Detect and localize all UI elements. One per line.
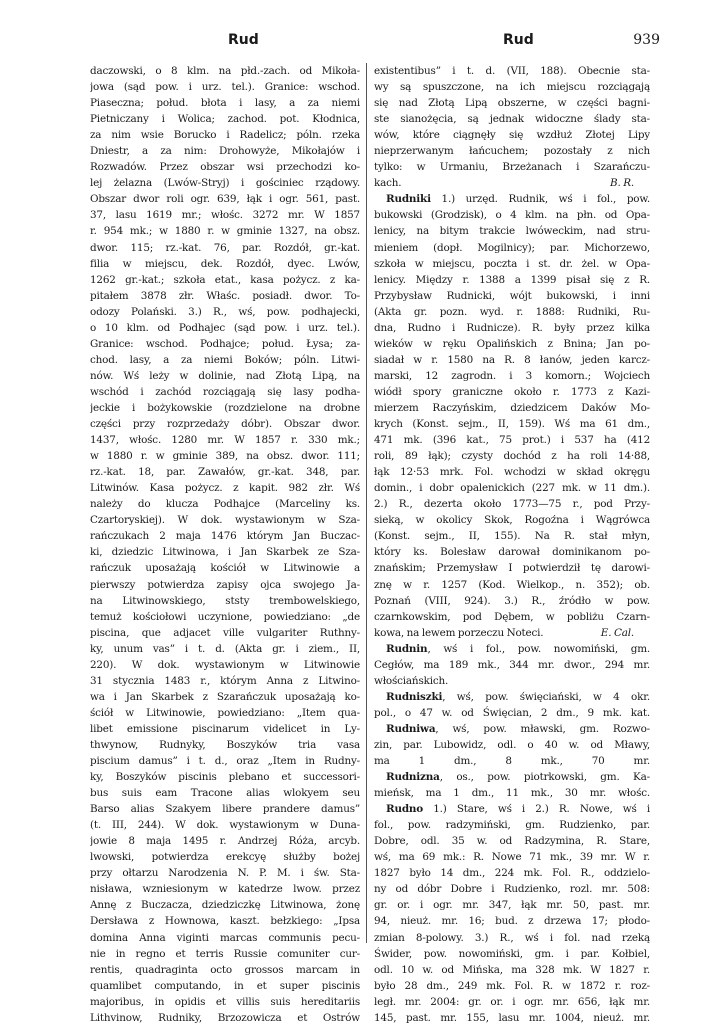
text-line (374, 272, 650, 288)
line-text: się nad Złotą Lipą obszerne, w części bagni- (374, 97, 650, 110)
text-line (374, 111, 650, 127)
line-text: krych (Konst. sejm., II, 159). Wś ma 61 dm., (374, 418, 650, 431)
text-line: rańczukach 2 maja 1476 którym Jan Buczac- (90, 530, 360, 543)
text-line (374, 384, 650, 400)
text-line (374, 673, 650, 689)
text-line (374, 95, 650, 111)
text-line (374, 288, 650, 304)
text-line (374, 962, 650, 978)
text-line (374, 946, 650, 962)
line-text: zin, par. Lubowidz, odl. o 40 w. od Mławy, (374, 738, 650, 751)
text-line (374, 368, 650, 384)
text-line (374, 897, 650, 913)
text-line: nisława, wzniesionym w katedrze lwow. przez (90, 883, 360, 896)
text-line: na Litwinowskiego, ststy trembowelskiego, (90, 594, 360, 607)
line-text: szkoła w miejscu, poczta i st. dr. żel. w Opa- (374, 257, 650, 270)
text-line: Dersława z Hownowa, kaszt. bełzkiego: „Ipsa (90, 915, 360, 928)
text-line (374, 577, 650, 593)
text-line: Rozwadów. Przez obszar wsi przechodzi ko- (90, 161, 360, 174)
line-text: siadał w r. 1580 na R. 8 łanów, jeden karcz- (374, 353, 650, 366)
text-line (374, 512, 650, 528)
text-line: 37, lasu 1619 mr.; włośc. 3272 mr. W 1857 (90, 209, 360, 222)
line-text: 145, past. mr. 155, lasu mr. 1004, nieuż. mr. (374, 1011, 650, 1024)
line-text: lenicy. Między r. 1388 a 1399 pisał się z R. (374, 273, 650, 286)
text-line (374, 994, 650, 1010)
text-line: piscium damus” i t. d., oraz „Item in Rudny- (90, 755, 360, 768)
line-text: 1.) Stare, wś i 2.) R. Nowe, wś i (423, 803, 650, 816)
line-text: włościańskich. (374, 674, 449, 687)
line-text: wy są spuszczone, na ich miejscu rozciągają (374, 81, 650, 94)
text-line: Litwinów. Kasa pożycz. z kapit. 982 złr. Wś (90, 482, 360, 495)
text-line (374, 352, 650, 368)
text-line (374, 913, 650, 929)
line-text: 2.) R., dezerta około 1773—75 r., pod Przy- (374, 498, 650, 511)
text-line (374, 978, 650, 994)
page-header (92, 28, 660, 50)
headword: Rudno (386, 803, 424, 816)
line-text: ny od dóbr Dobre i Rudzienko, rozl. mr. 508: (374, 883, 650, 896)
line-text: domin., i dobr opalenickich (227 mk. w 11 dm.). (374, 482, 650, 495)
text-line (374, 223, 650, 239)
author-signature: E. Cal. (600, 626, 634, 639)
text-line (374, 865, 650, 881)
entry-headline (374, 721, 650, 737)
author-signature: B. R. (610, 177, 634, 190)
text-line: temuż kościołowi uczynione, powiedziano: „de (90, 610, 360, 623)
text-line: 1437, włośc. 1280 mr. W 1857 r. 330 mk.; (90, 434, 360, 447)
line-text: legł. mr. 2004: gr. or. i ogr. mr. 656, łąk mr. (374, 995, 650, 1008)
text-line: w 1880 r. w gminie 389, na obsz. dwor. 111; (90, 450, 360, 463)
text-line: r. 954 mk.; w 1880 r. w gminie 1327, na obsz. (90, 225, 360, 238)
text-line: bus suis eam Tracone alias wlokyem seu (90, 787, 360, 800)
text-line (374, 1010, 650, 1026)
text-line: 31 stycznia 1483 r., którym Anna z Litwino- (90, 674, 360, 687)
line-text: pol., o 47 w. od Święcian, 2 dm., 9 mk. kat. (374, 706, 650, 719)
text-line: ky, Boszyków piscinis plebano et successori- (90, 771, 360, 784)
line-text: (Konst. sejm., II, 155). Na R. stał młyn, (374, 530, 650, 543)
text-line: wa i Jan Skarbek z Szarańczuk uposażają ko- (90, 690, 360, 703)
text-line: jowa (sąd pow. i urz. tel.). Granice: wschod. (90, 81, 360, 94)
line-text: nieprzerwanym łańcuchem; pozostały z nich (374, 145, 650, 158)
page-number: 939 (633, 32, 660, 48)
line-text: ma 1 dm., 8 mk., 70 mr. (374, 755, 650, 768)
line-text: wów, które ciągnęły się wzdłuż Złotej Lipy (374, 129, 650, 142)
text-line: majoribus, in opidis et villis suis hereditariis (90, 995, 360, 1008)
text-line: wschód i zachód rozciągają się lasy podha- (90, 385, 360, 398)
text-line: dwor. 115; rz.-kat. 76, par. Rozdół, gr.-kat. (90, 241, 360, 254)
entry-headline (374, 689, 650, 705)
text-line (374, 930, 650, 946)
headword: Rudnizna (386, 771, 440, 784)
text-line (374, 625, 650, 641)
text-line: pitałem 3878 złr. Właśc. posiadł. dwor. To- (90, 289, 360, 302)
text-line: (t. III, 244). W dok. wystawionym w Duna- (90, 819, 360, 832)
text-line: jeckie i bożykowskie (rozdzielone na drobne (90, 401, 360, 414)
text-line: ki, dziedzic Litwinowa, i Jan Skarbek ze Sza- (90, 546, 360, 559)
text-line: lwowski, potwierdza erekcyę służby bożej (90, 851, 360, 864)
headword: Rudniszki (386, 690, 443, 703)
text-line (374, 496, 650, 512)
line-text: , wś i fol., pow. nowomiński, gm. (427, 642, 650, 655)
text-line (374, 336, 650, 352)
text-line: 220). W dok. wystawionym w Litwinowie (90, 658, 360, 671)
text-line: za nim wsie Borucko i Radelicz; póln. rzeka (90, 129, 360, 142)
line-text: existentibus” i t. d. (VII, 188). Obecnie sta- (374, 65, 650, 77)
text-line: należy do klucza Podhajce (Marceliny ks. (90, 498, 360, 511)
text-line: Lithvinow, Rudniky, Brzozowicza et Ostrów (90, 1011, 360, 1024)
line-text: dna, Rudno i Rudnicze). R. były przez kilka (374, 321, 650, 334)
text-line: ky, unum vas” i t. d. (Akta gr. i ziem., II, (90, 642, 360, 655)
line-text: , os., pow. piotrkowski, gm. Ka- (439, 771, 650, 784)
text-line (374, 79, 650, 95)
line-text: tylko: w Urmaniu, Brzeżanach i Szarańczu- (374, 161, 650, 174)
text-line: Granice: wschod. Podhajce; połud. Łysa; za- (90, 337, 360, 350)
text-line: o 10 klm. od Podhajec (sąd pow. i urz. tel.). (90, 321, 360, 334)
text-line: daczowski, o 8 klm. na płd.-zach. od Mikoła- (90, 65, 360, 77)
text-line (374, 63, 650, 79)
text-line (374, 464, 650, 480)
line-text: 1827 było 14 dm., 224 mk. Fol. R., oddzielo- (374, 867, 650, 880)
text-line (374, 544, 650, 560)
headword: Rudniwa (386, 722, 436, 735)
text-line: odozy Polański. 3.) R., wś, pow. podhajecki, (90, 305, 360, 318)
left-column (90, 63, 360, 1026)
text-line: rańczuk uposażają kościół w Litwinowie a (90, 562, 360, 575)
line-text: Świder, pow. nowomiński, gm. i par. Kołbiel, (374, 947, 650, 960)
entry-headline (374, 641, 650, 657)
text-line (374, 753, 650, 769)
text-line (374, 528, 650, 544)
text-line (374, 432, 650, 448)
text-line: Piaseczna; połud. błota i lasy, a za niemi (90, 97, 360, 110)
text-line (374, 593, 650, 609)
right-column (374, 63, 650, 1026)
entry-headline (374, 801, 650, 817)
line-text: znę w r. 1257 (Kod. Wielkop., n. 352); ob. (374, 578, 650, 591)
line-text: zmian 8-polowy. 3.) R., wś i fol. nad rzeką (374, 931, 650, 944)
line-text: 1.) urzęd. Rudnik, wś i fol., pow. (430, 193, 650, 206)
text-line (374, 304, 650, 320)
line-text: gr. or. i ogr. mr. 347, łąk mr. 50, past. mr. (374, 899, 650, 912)
header-left-guideword: Rud (228, 32, 259, 48)
line-text: Przybysław Rudnicki, wójt bukowski, i inni (374, 289, 650, 302)
text-line (374, 240, 650, 256)
text-line (374, 159, 650, 175)
line-text: , wś, pow. święciański, w 4 okr. (442, 690, 650, 703)
line-text: 471 mk. (396 kat., 75 prot.) i 537 ha (412 (374, 434, 650, 447)
text-line: domina Anna viginti marcas communis pecu- (90, 931, 360, 944)
text-line: nie in regno et terris Russie comuniter cur- (90, 947, 360, 960)
text-line: części przy rozprzedaży dóbr). Obszar dwor. (90, 418, 360, 431)
text-line: przy ołtarzu Narodzenia N. P. M. i św. Sta- (90, 867, 360, 880)
line-text: wiódł spory graniczne około r. 1773 z Kazi- (374, 385, 650, 398)
text-line (374, 320, 650, 336)
line-text: mieńsk, ma 1 dm., 11 mk., 30 mr. włośc. (374, 787, 650, 800)
text-line (374, 737, 650, 753)
line-text: (Akta gr. pozn. wyd. r. 1888: Rudniki, Ru- (374, 305, 650, 318)
text-line: filia w miejscu, dek. Rozdół, dyec. Lwów, (90, 257, 360, 270)
text-line (374, 416, 650, 432)
text-line: piscina, que adjacet ville vulgariter Ruthny- (90, 626, 360, 639)
text-line: jowie 8 maja 1495 r. Andrzej Róża, arcyb. (90, 835, 360, 848)
text-line: Czartoryskiej). W dok. wystawionym w Sza- (90, 514, 360, 527)
text-line (374, 881, 650, 897)
text-line (374, 143, 650, 159)
text-line (374, 705, 650, 721)
line-text: mieniem (dopł. Mogilnicy); par. Michorzewo, (374, 241, 650, 254)
line-text: wś, ma 69 mk.: R. Nowe 71 mk., 39 mr. W r. (374, 851, 650, 864)
line-text: roli, 89 łąk); czysty dochód z ha roli 14·88, (374, 450, 650, 463)
text-line: thwynow, Rudnyky, Boszyków tria vasa (90, 738, 360, 751)
text-line: Annę z Buczacza, dziedziczkę Litwinowa, żonę (90, 899, 360, 912)
line-text: fol., pow. radzymiński, gm. Rudzienko, par. (374, 819, 650, 832)
text-line (374, 657, 650, 673)
line-text: marski, 12 zagrodn. i 3 komorn.; Wojciech (374, 369, 650, 382)
text-line: libet emissione piscinarum videlicet in Ly- (90, 722, 360, 735)
text-line (374, 175, 650, 191)
line-text: Cegłów, ma 189 mk., 344 mr. dwor., 294 mr. (374, 658, 650, 671)
line-text: odl. 10 w. od Mińska, ma 328 mk. W 1827 r. (374, 963, 650, 976)
text-line (374, 833, 650, 849)
text-line: lej żelazna (Lwów-Stryj) i gościniec rządowy. (90, 177, 360, 190)
line-text: wieków w ręku Opalińskich z Bnina; Jan po- (374, 337, 650, 350)
line-text: bukowski (Grodzisk), o 4 klm. na płn. od Opa- (374, 209, 650, 222)
text-line (374, 480, 650, 496)
text-line (374, 207, 650, 223)
text-line: Barso alias Szakyem libere prandere damus” (90, 803, 360, 816)
text-line: pierwszy potwierdza zapisy ojca swojego Ja- (90, 578, 360, 591)
text-line: Obszar dwor roli ogr. 639, łąk i ogr. 561, past. (90, 193, 360, 206)
text-line: 1262 gr.-kat.; szkoła etat., kasa pożycz. z ka- (90, 273, 360, 286)
text-line: rentis, quadraginta octo grossos marcam in (90, 963, 360, 976)
line-text: czarnkowskim, pod Dębem, w pobliżu Czarn- (374, 610, 650, 623)
column-divider (366, 63, 367, 943)
text-line (374, 817, 650, 833)
line-text: mierzem Raczyńskim, dziedzicem Daków Mo- (374, 401, 650, 414)
line-text: było 28 dm., 249 mk. Fol. R. w 1872 r. roz- (374, 979, 650, 992)
headword: Rudnin (386, 642, 428, 655)
line-text: łąk 12·53 mrk. Fol. wchodzi w skład okręgu (374, 466, 650, 479)
line-text: 94, nieuż. mr. 16; bud. z drzewa 17; płodo- (374, 915, 650, 928)
entry-headline (374, 191, 650, 207)
text-line: ściół w Litwinowie, powiedziano: „Item qua- (90, 706, 360, 719)
text-line: chod. lasy, a za niemi Boków; póln. Litwi- (90, 353, 360, 366)
line-text: znańskim; Przemysław I potwierdził tę darowi- (374, 562, 650, 575)
text-line (374, 256, 650, 272)
line-text: który ks. Bolesław darował dominikanom po- (374, 546, 650, 559)
text-line: quamlibet computando, in et super piscinis (90, 979, 360, 992)
text-line (374, 785, 650, 801)
text-line: nów. Wś leży w dolinie, nad Złotą Lipą, na (90, 369, 360, 382)
text-line (374, 560, 650, 576)
text-line: Pietniczany i Wolica; zachod. pot. Kłodnica, (90, 113, 360, 126)
text-line (374, 448, 650, 464)
header-right-guideword: Rud (503, 32, 534, 48)
text-line (374, 127, 650, 143)
line-text: , wś, pow. mławski, gm. Rozwo- (435, 722, 650, 735)
line-text: lenicy, na bitym trakcie lwóweckim, nad stru- (374, 225, 650, 238)
headword: Rudniki (386, 193, 431, 206)
text-line (374, 849, 650, 865)
entry-headline (374, 769, 650, 785)
line-text: ste sianożęcia, są jednak widoczne ślady sta- (374, 113, 650, 126)
line-text: Poznań (VIII, 924). 3.) R., źródło w pow. (374, 594, 650, 607)
text-line (374, 609, 650, 625)
line-text: kowa, na lewem porzeczu Noteci. (374, 626, 544, 639)
line-text: kach. (374, 177, 402, 190)
text-line: rz.-kat. 18, par. Zawałów, gr.-kat. 348, par. (90, 466, 360, 479)
text-line: Dniestr, a za nim: Drohowyże, Mikołajów i (90, 145, 360, 158)
line-text: sieką, w okolicy Skok, Rogoźna i Wągrówca (374, 514, 650, 527)
line-text: Dobre, odl. 35 w. od Radzymina, R. Stare, (374, 835, 650, 848)
text-line (374, 400, 650, 416)
